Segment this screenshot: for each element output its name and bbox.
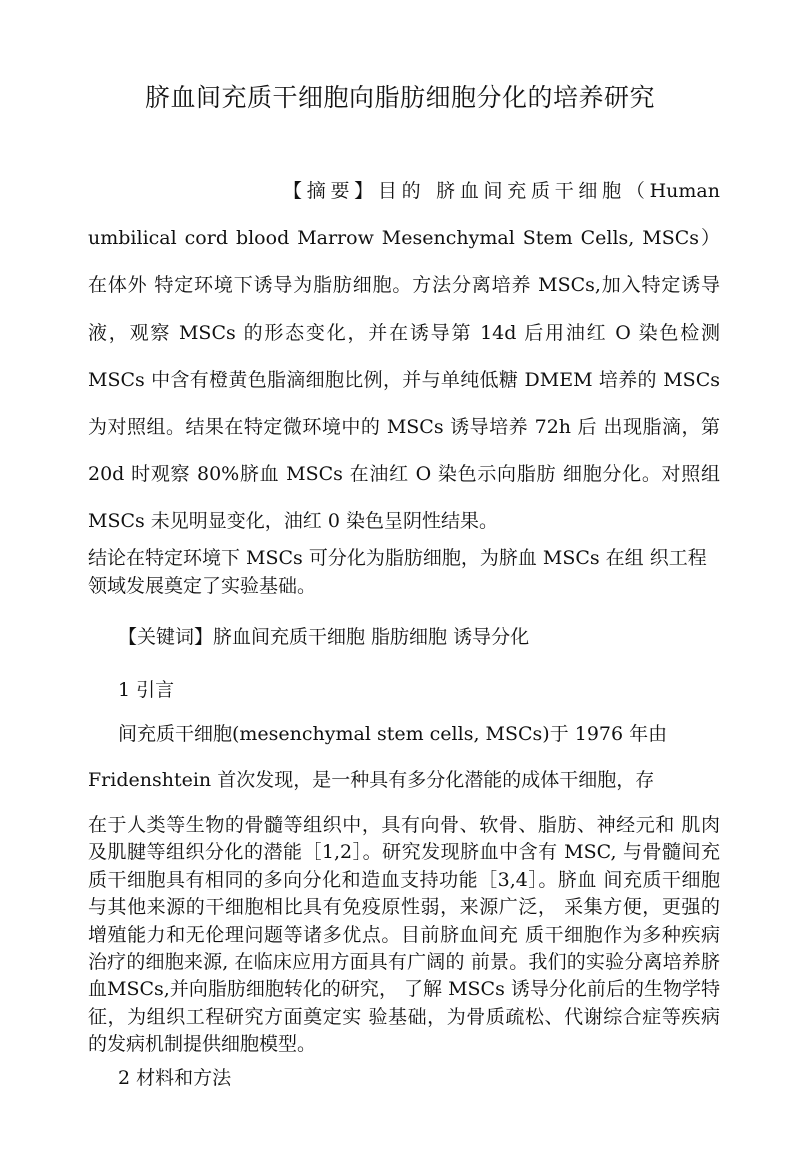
abstract-paragraph: 【摘要】目的 脐血间充质干细胞（Human umbilical cord blood Marrow Mesenchymal Stem Cells, MSCs）在体外 特定环境下诱导为脂肪细胞。方法分离培养 MSCs,加入特定诱导 液，观察 MSCs 的形态变化，并在诱导第 14d 后用油红 O 染色检测 MSCs 中含有橙黄色脂滴细胞比例，并与单纯低糖 DMEM 培养的 MSCs 为对照组。结果在特定微环境中的 MSCs 诱导培养 72h 后 出现脂滴，第 20d 时观察 80%脐血 MSCs 在油红 O 染色示向脂肪 细胞分化。对照组 MSCs 未见明显变化，油红 0 染色呈阴性结果。 — [88, 180, 720, 533]
section-heading-introduction: 1 引言 — [118, 679, 175, 701]
intro-line-1: 间充质干细胞(mesenchymal stem cells, MSCs)于 1976 年由 — [118, 723, 668, 745]
section-heading-materials-methods: 2 材料和方法 — [118, 1067, 232, 1089]
intro-paragraph: 在于人类等生物的骨髓等组织中，具有向骨、软骨、脂肪、神经元和 肌肉及肌腱等组织分化的潜能［1,2］。研究发现脐血中含有 MSC, 与骨髓间充质干细胞具有相同的多向分化和造血支持功能［3,4］。脐血 间充质干细胞与其他来源的干细胞相比具有免疫原性弱，来源广泛， 采集方便，更强的增殖能力和无伦理问题等诸多优点。目前脐血间充 质干细胞作为多种疾病治疗的细胞来源, 在临床应用方面具有广阔的 前景。我们的实验分离培养脐血MSCs,并向脂肪细胞转化的研究， 了解 MSCs 诱导分化前后的生物学特征，为组织工程研究方面奠定实 验基础，为骨质疏松、代谢综合症等疾病的发病机制提供细胞模型。 — [88, 814, 720, 1056]
keywords-line: 【关键词】脐血间充质干细胞 脂肪细胞 诱导分化 — [118, 626, 530, 648]
conclusion-paragraph: 结论在特定环境下 MSCs 可分化为脂肪细胞，为脐血 MSCs 在组 织工程领域发展奠定了实验基础。 — [88, 547, 707, 597]
document-title: 脐血间充质干细胞向脂肪细胞分化的培养研究 — [144, 83, 655, 112]
intro-line-2: Fridenshtein 首次发现，是一种具有多分化潜能的成体干细胞，存 — [88, 769, 655, 791]
